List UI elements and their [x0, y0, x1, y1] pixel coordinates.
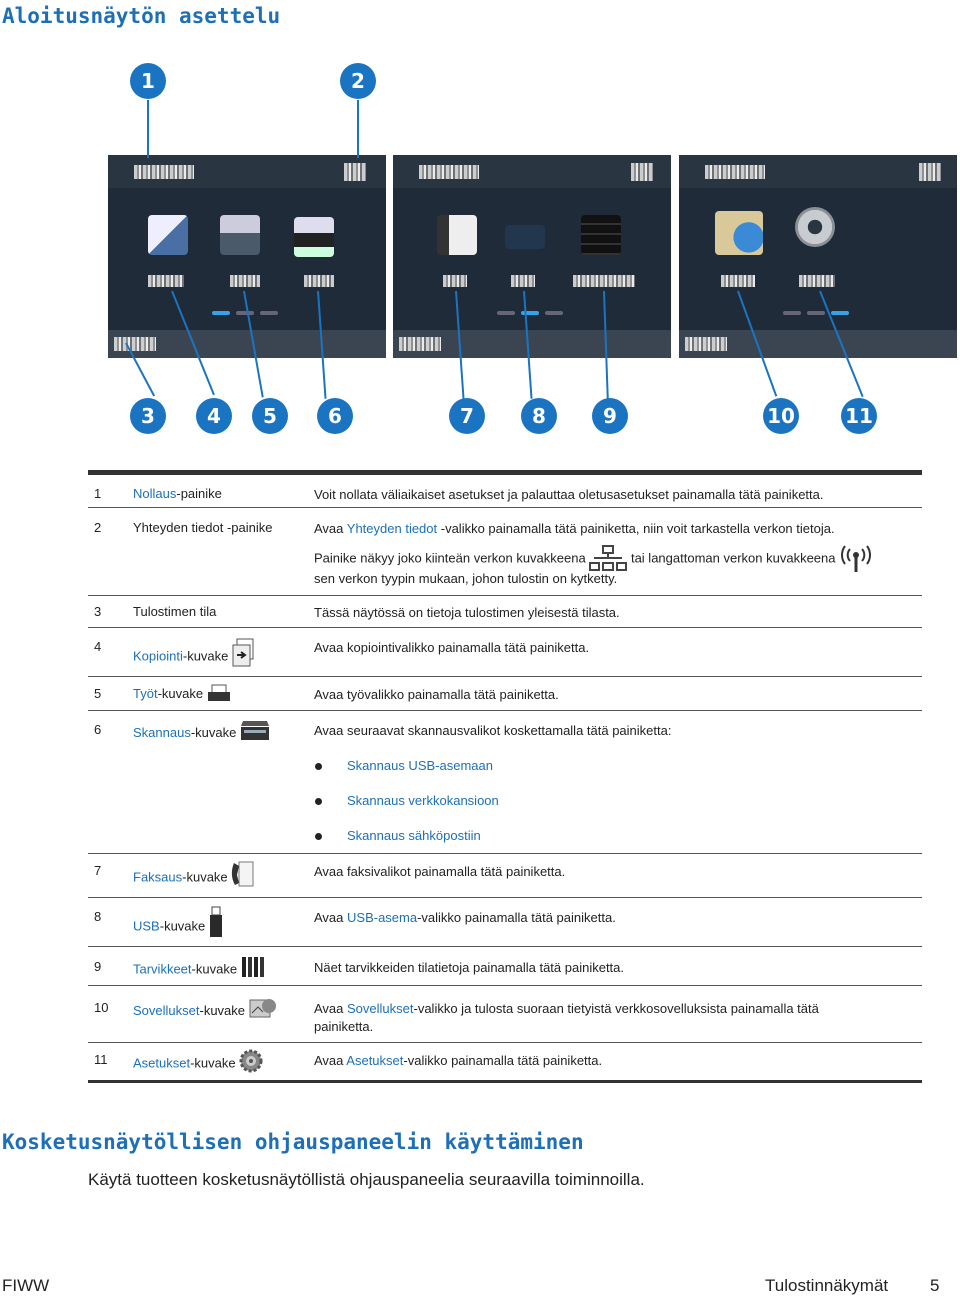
row-number: 3 [94, 604, 102, 619]
callout-7: 7 [449, 398, 485, 434]
row-description: Avaa työvalikko painamalla tätä painiketta. [314, 687, 559, 702]
row-term [133, 868, 255, 888]
printer-status-label [685, 337, 727, 351]
desc-text: Avaa [314, 1053, 347, 1068]
copy-label [148, 275, 184, 287]
bullet-item-email[interactable]: Skannaus sähköpostiin [347, 828, 481, 843]
printer-status-label [114, 337, 156, 351]
row-rule [88, 627, 922, 628]
leader-2 [357, 100, 359, 158]
table-row-continuation [314, 571, 617, 586]
row-rule [88, 710, 922, 711]
callout-8: 8 [521, 398, 557, 434]
callout-10: 10 [763, 398, 799, 434]
table-bottom-rule [88, 1080, 922, 1083]
callout-4: 4 [196, 398, 232, 434]
term-link[interactable]: Skannaus [133, 725, 191, 740]
row-term [133, 486, 222, 501]
row-description: Tässä näytössä on tietoja tulostimen yleisestä tilasta. [314, 605, 620, 620]
row-term: Tulostimen tila [133, 604, 217, 619]
page-indicator-2 [236, 311, 254, 315]
table-row-continuation [314, 545, 873, 573]
usb-label [511, 275, 535, 287]
callout-6: 6 [317, 398, 353, 434]
usb-icon [209, 906, 223, 938]
row-number: 5 [94, 686, 102, 701]
bullet-item-usb[interactable]: Skannaus USB-asemaan [347, 758, 493, 773]
row-description [314, 909, 904, 927]
callout-11: 11 [841, 398, 877, 434]
jobs-icon [207, 684, 231, 702]
term-link[interactable]: Kopiointi [133, 648, 183, 664]
desc-text: sen verkon tyypin mukaan, johon tulostin on kytketty. [314, 571, 618, 586]
bullet-item-network-folder[interactable]: Skannaus verkkokansioon [347, 793, 499, 808]
supplies-label [573, 275, 635, 287]
row-description [314, 1000, 904, 1036]
desc-text: -valikko ja tulosta suoraan tietyistä verkkosovelluksista painamalla tätä [413, 1001, 819, 1016]
page-indicator-3 [260, 311, 278, 315]
fax-icon[interactable] [437, 215, 477, 255]
row-number: 11 [94, 1052, 108, 1067]
row-rule [88, 897, 922, 898]
table-top-rule [88, 470, 922, 475]
row-rule [88, 595, 922, 596]
bullet [315, 833, 322, 840]
term-rest: -kuvake [190, 1055, 236, 1071]
page-number: 5 [930, 1276, 940, 1295]
desc-link[interactable]: Yhteyden tiedot [346, 521, 438, 536]
row-description: Avaa faksivalikot painamalla tätä painiketta. [314, 864, 566, 879]
scan-label [304, 275, 334, 287]
row-rule [88, 676, 922, 677]
row-term [133, 1003, 277, 1019]
row-description: Avaa kopiointivalikko painamalla tätä painiketta. [314, 640, 590, 655]
row-description [314, 1052, 904, 1070]
leader-1 [147, 100, 149, 158]
term-link[interactable]: Sovellukset [133, 1003, 200, 1018]
desc-text: tai langattoman verkon kuvakkeena [630, 550, 836, 566]
scan-icon[interactable] [294, 217, 334, 257]
copy-icon [232, 638, 256, 668]
network-icon[interactable] [919, 163, 941, 181]
desc-text: Avaa [314, 910, 348, 925]
row-description: Voit nollata väliaikaiset asetukset ja palauttaa oletusasetukset painamalla tätä painiketta. [314, 487, 824, 502]
page-indicator-2 [807, 311, 825, 315]
row-number: 10 [94, 1000, 109, 1015]
desc-text: Painike näkyy joko kiinteän verkon kuvakkeena [314, 550, 586, 566]
home-screen-panel-2 [393, 155, 671, 358]
row-number: 2 [94, 520, 102, 535]
row-term [133, 686, 231, 702]
desc-link[interactable]: USB-asema [347, 910, 418, 925]
home-screen-panel-1 [108, 155, 386, 358]
row-description [314, 520, 904, 538]
wireless-network-icon [839, 545, 873, 573]
row-term: Yhteyden tiedot -painike [133, 520, 273, 535]
term-link[interactable]: Työt [133, 686, 158, 701]
callout-5: 5 [252, 398, 288, 434]
row-term [133, 725, 270, 742]
fax-icon [231, 860, 255, 888]
desc-text: Avaa [314, 1001, 348, 1016]
row-number: 1 [94, 486, 102, 501]
term-rest: -kuvake [159, 918, 206, 934]
term-rest: -kuvake [190, 725, 237, 740]
home-screen-panel-3 [679, 155, 957, 358]
desc-text: Avaa [314, 521, 347, 536]
term-link[interactable]: Faksaus [133, 869, 183, 885]
row-rule [88, 853, 922, 854]
settings-label [799, 275, 835, 287]
page-indicator-1 [497, 311, 515, 315]
callout-9: 9 [592, 398, 628, 434]
desc-text: -valikko painamalla tätä painiketta. [403, 1053, 603, 1068]
gear-icon [239, 1049, 263, 1073]
term-link[interactable]: Tarvikkeet [133, 961, 192, 977]
supplies-icon [241, 955, 265, 979]
row-number: 7 [94, 863, 102, 878]
network-icon[interactable] [344, 163, 366, 181]
copy-icon[interactable] [148, 215, 188, 255]
reset-button[interactable] [134, 165, 194, 179]
apps-label [721, 275, 755, 287]
wired-network-icon [589, 545, 627, 573]
desc-link[interactable]: Asetukset [346, 1053, 404, 1068]
fax-label [443, 275, 467, 287]
term-rest: -painike [176, 486, 222, 501]
term-rest: -kuvake [182, 869, 228, 885]
row-term [133, 1055, 263, 1073]
section-heading: Kosketusnäytöllisen ohjauspaneelin käyttäminen [2, 1130, 584, 1154]
callout-3: 3 [130, 398, 166, 434]
row-term [133, 646, 256, 668]
intro-text: Käytä tuotteen kosketusnäytöllistä ohjauspaneelia seuraavilla toiminnoilla. [88, 1170, 645, 1189]
row-rule [88, 507, 922, 508]
row-term [133, 961, 265, 979]
jobs-label [230, 275, 260, 287]
desc-text: -valikko painamalla tätä painiketta. [417, 910, 616, 925]
page-indicator-3 [831, 311, 849, 315]
term-link[interactable]: USB [133, 918, 160, 934]
jobs-icon[interactable] [220, 215, 260, 255]
desc-text: painiketta. [314, 1019, 374, 1034]
scan-icon [240, 720, 270, 742]
callout-1: 1 [130, 63, 166, 99]
reset-button[interactable] [419, 165, 479, 179]
desc-text: -valikko painamalla tätä painiketta, niin voit tarkastella verkon tietoja. [437, 521, 835, 536]
bullet [315, 798, 322, 805]
footer-section: Tulostinnäkymät [765, 1276, 889, 1295]
network-icon[interactable] [631, 163, 653, 181]
term-rest: -kuvake [191, 961, 238, 977]
row-number: 8 [94, 909, 102, 924]
settings-icon[interactable] [795, 207, 835, 247]
term-link[interactable]: Asetukset [133, 1055, 191, 1071]
term-rest: -kuvake [199, 1003, 246, 1018]
page-indicator-1 [783, 311, 801, 315]
reset-button[interactable] [705, 165, 765, 179]
row-term [133, 916, 223, 938]
row-rule [88, 946, 922, 947]
row-rule [88, 1042, 922, 1043]
page-indicator-3 [545, 311, 563, 315]
page-title: Aloitusnäytön asettelu [2, 4, 281, 28]
callout-2: 2 [340, 63, 376, 99]
term-rest: -kuvake [182, 648, 229, 664]
supplies-icon[interactable] [581, 215, 621, 255]
bullet [315, 763, 322, 770]
row-number: 9 [94, 959, 102, 974]
row-number: 4 [94, 639, 102, 654]
printer-status-label [399, 337, 441, 351]
usb-icon[interactable] [505, 225, 545, 249]
row-number: 6 [94, 722, 102, 737]
term-rest: -kuvake [157, 686, 204, 701]
apps-icon[interactable] [715, 211, 763, 255]
page-indicator-1 [212, 311, 230, 315]
row-description: Avaa seuraavat skannausvalikot koskettamalla tätä painiketta: [314, 723, 672, 738]
footer-left: FIWW [2, 1276, 50, 1295]
desc-link[interactable]: Sovellukset [347, 1001, 414, 1016]
row-rule [88, 985, 922, 986]
term-link[interactable]: Nollaus [133, 486, 177, 501]
row-description: Näet tarvikkeiden tilatietoja painamalla tätä painiketta. [314, 960, 625, 975]
apps-icon [249, 997, 277, 1019]
